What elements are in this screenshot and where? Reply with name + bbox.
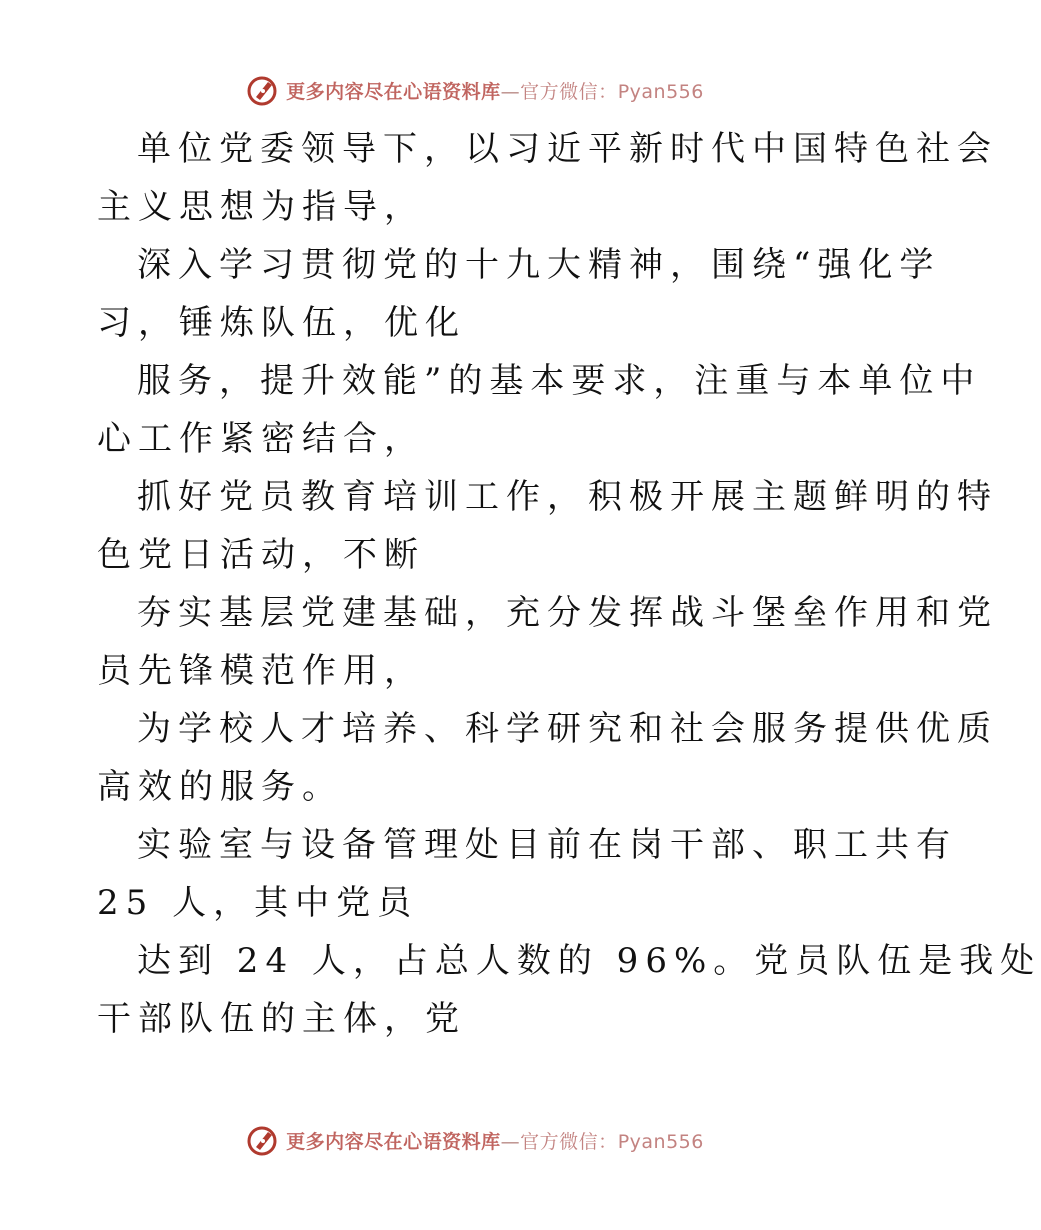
paragraph-2 [97, 236, 941, 352]
paragraph-line: 为学校人才培养、科学研究和社会服务提供优质 [137, 709, 998, 749]
paragraph-4 [97, 468, 998, 584]
paragraph-7 [97, 816, 957, 932]
banner-text [286, 77, 704, 104]
banner-wechat-label: 官方微信： [520, 80, 618, 103]
banner-wechat-id: Pyan556 [617, 1130, 704, 1153]
paragraph-line: 高效的服务。 [97, 767, 343, 807]
banner-dash: — [500, 80, 521, 103]
document-body [97, 120, 1041, 1048]
paragraph-line: 主义思想为指导， [97, 187, 425, 227]
paragraph-line: 实验室与设备管理处目前在岗干部、职工共有 [137, 825, 957, 865]
paragraph-line: 深入学习贯彻党的十九大精神，围绕“强化学 [137, 245, 941, 285]
paragraph-3 [97, 352, 982, 468]
paragraph-line: 干部队伍的主体，党 [97, 999, 466, 1039]
footer-watermark-banner [0, 1123, 950, 1157]
paragraph-line: 心工作紧密结合， [97, 419, 425, 459]
paragraph-line: 夯实基层党建基础，充分发挥战斗堡垒作用和党 [137, 593, 998, 633]
paragraph-8 [97, 932, 1041, 1048]
banner-wechat-label: 官方微信： [520, 1130, 618, 1153]
paragraph-line: 色党日活动，不断 [97, 535, 425, 575]
paragraph-line: 习，锤炼队伍，优化 [97, 303, 466, 343]
paragraph-line: 员先锋模范作用， [97, 651, 425, 691]
paragraph-5 [97, 584, 998, 700]
header-watermark-banner [0, 73, 950, 107]
paragraph-line: 25 人，其中党员 [97, 883, 419, 923]
banner-wechat-id: Pyan556 [617, 80, 704, 103]
banner-main-text: 更多内容尽在心语资料库 [286, 80, 501, 103]
paragraph-line: 达到 24 人，占总人数的 96%。党员队伍是我处 [137, 941, 1041, 981]
banner-main-text: 更多内容尽在心语资料库 [286, 1130, 501, 1153]
paragraph-1 [97, 120, 998, 236]
paragraph-6 [97, 700, 998, 816]
paragraph-line: 抓好党员教育培训工作，积极开展主题鲜明的特 [137, 477, 998, 517]
paragraph-line: 单位党委领导下，以习近平新时代中国特色社会 [137, 129, 998, 169]
banner-dash: — [500, 1130, 521, 1153]
paragraph-line: 服务，提升效能”的基本要求，注重与本单位中 [137, 361, 982, 401]
pen-nib-logo-icon [246, 73, 280, 107]
pen-nib-logo-icon [246, 1123, 280, 1157]
banner-text [286, 1127, 704, 1154]
